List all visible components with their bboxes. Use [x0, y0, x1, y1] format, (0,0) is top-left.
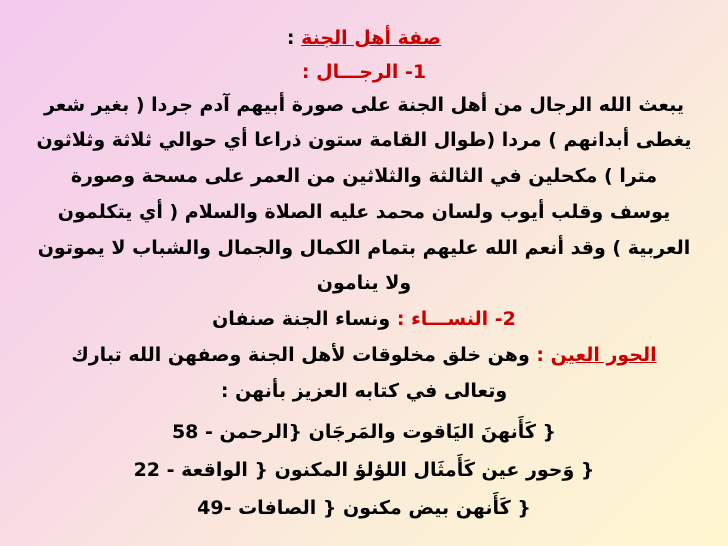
men-paragraph-line: مترا ) مكحلين في الثالثة والثلاثين من العمر على مسحة وصورة: [70, 165, 658, 187]
men-paragraph-line: العربية ) وقد أنعم الله عليهم بتمام الكمال والجمال والشباب لا يموتون: [37, 237, 691, 259]
section-men-colon: :: [301, 61, 310, 83]
section-women-colon: :: [396, 308, 405, 330]
section-men-heading: [10, 58, 718, 86]
section-men-label: الرجـــال: [316, 61, 399, 83]
verse-line: { كَأَنهن بيض مكنون { الصافات -49: [197, 497, 531, 519]
houris-label: الحور العين: [550, 344, 657, 366]
houris-colon: :: [536, 344, 545, 366]
men-paragraph-line: يبعث الله الرجال من أهل الجنة على صورة أبيهم آدم جردا ( بغير شعر: [43, 94, 685, 116]
section-women-text: ونساء الجنة صنفان: [212, 308, 391, 330]
men-paragraph-line: ولا ينامون: [316, 272, 412, 294]
houris-text: وهن خلق مخلوقات لأهل الجنة وصفهن الله تبارك: [71, 344, 530, 366]
verse-line: { كَأَنهنَ اليَاقوت والمَرجَان {الرحمن - 58: [171, 421, 557, 443]
heading-title: صفة أهل الجنة: [301, 27, 442, 49]
section-men-number: 1-: [405, 61, 427, 83]
slide-heading: [10, 24, 718, 52]
section-women-label: النســـاء: [411, 308, 489, 330]
men-paragraph-line: يوسف وقلب أيوب ولسان محمد عليه الصلاة والسلام ( أي يتكلمون: [57, 201, 671, 223]
men-paragraph-line: يغطى أبدانهم ) مردا (طوال القامة ستون ذراعا أي حوالي ثلاثة وثلاثون: [36, 129, 692, 151]
verse-line: { وَحور عين كَأَمثَال اللؤلؤ المكنون { الواقعة - 22: [133, 459, 595, 481]
section-women-number: 2-: [494, 308, 516, 330]
houris-line: [10, 341, 718, 369]
section-women-heading: [10, 305, 718, 333]
houris-line-2: وتعالى في كتابه العزيز بأنهن :: [220, 380, 508, 402]
heading-colon: :: [286, 27, 295, 49]
